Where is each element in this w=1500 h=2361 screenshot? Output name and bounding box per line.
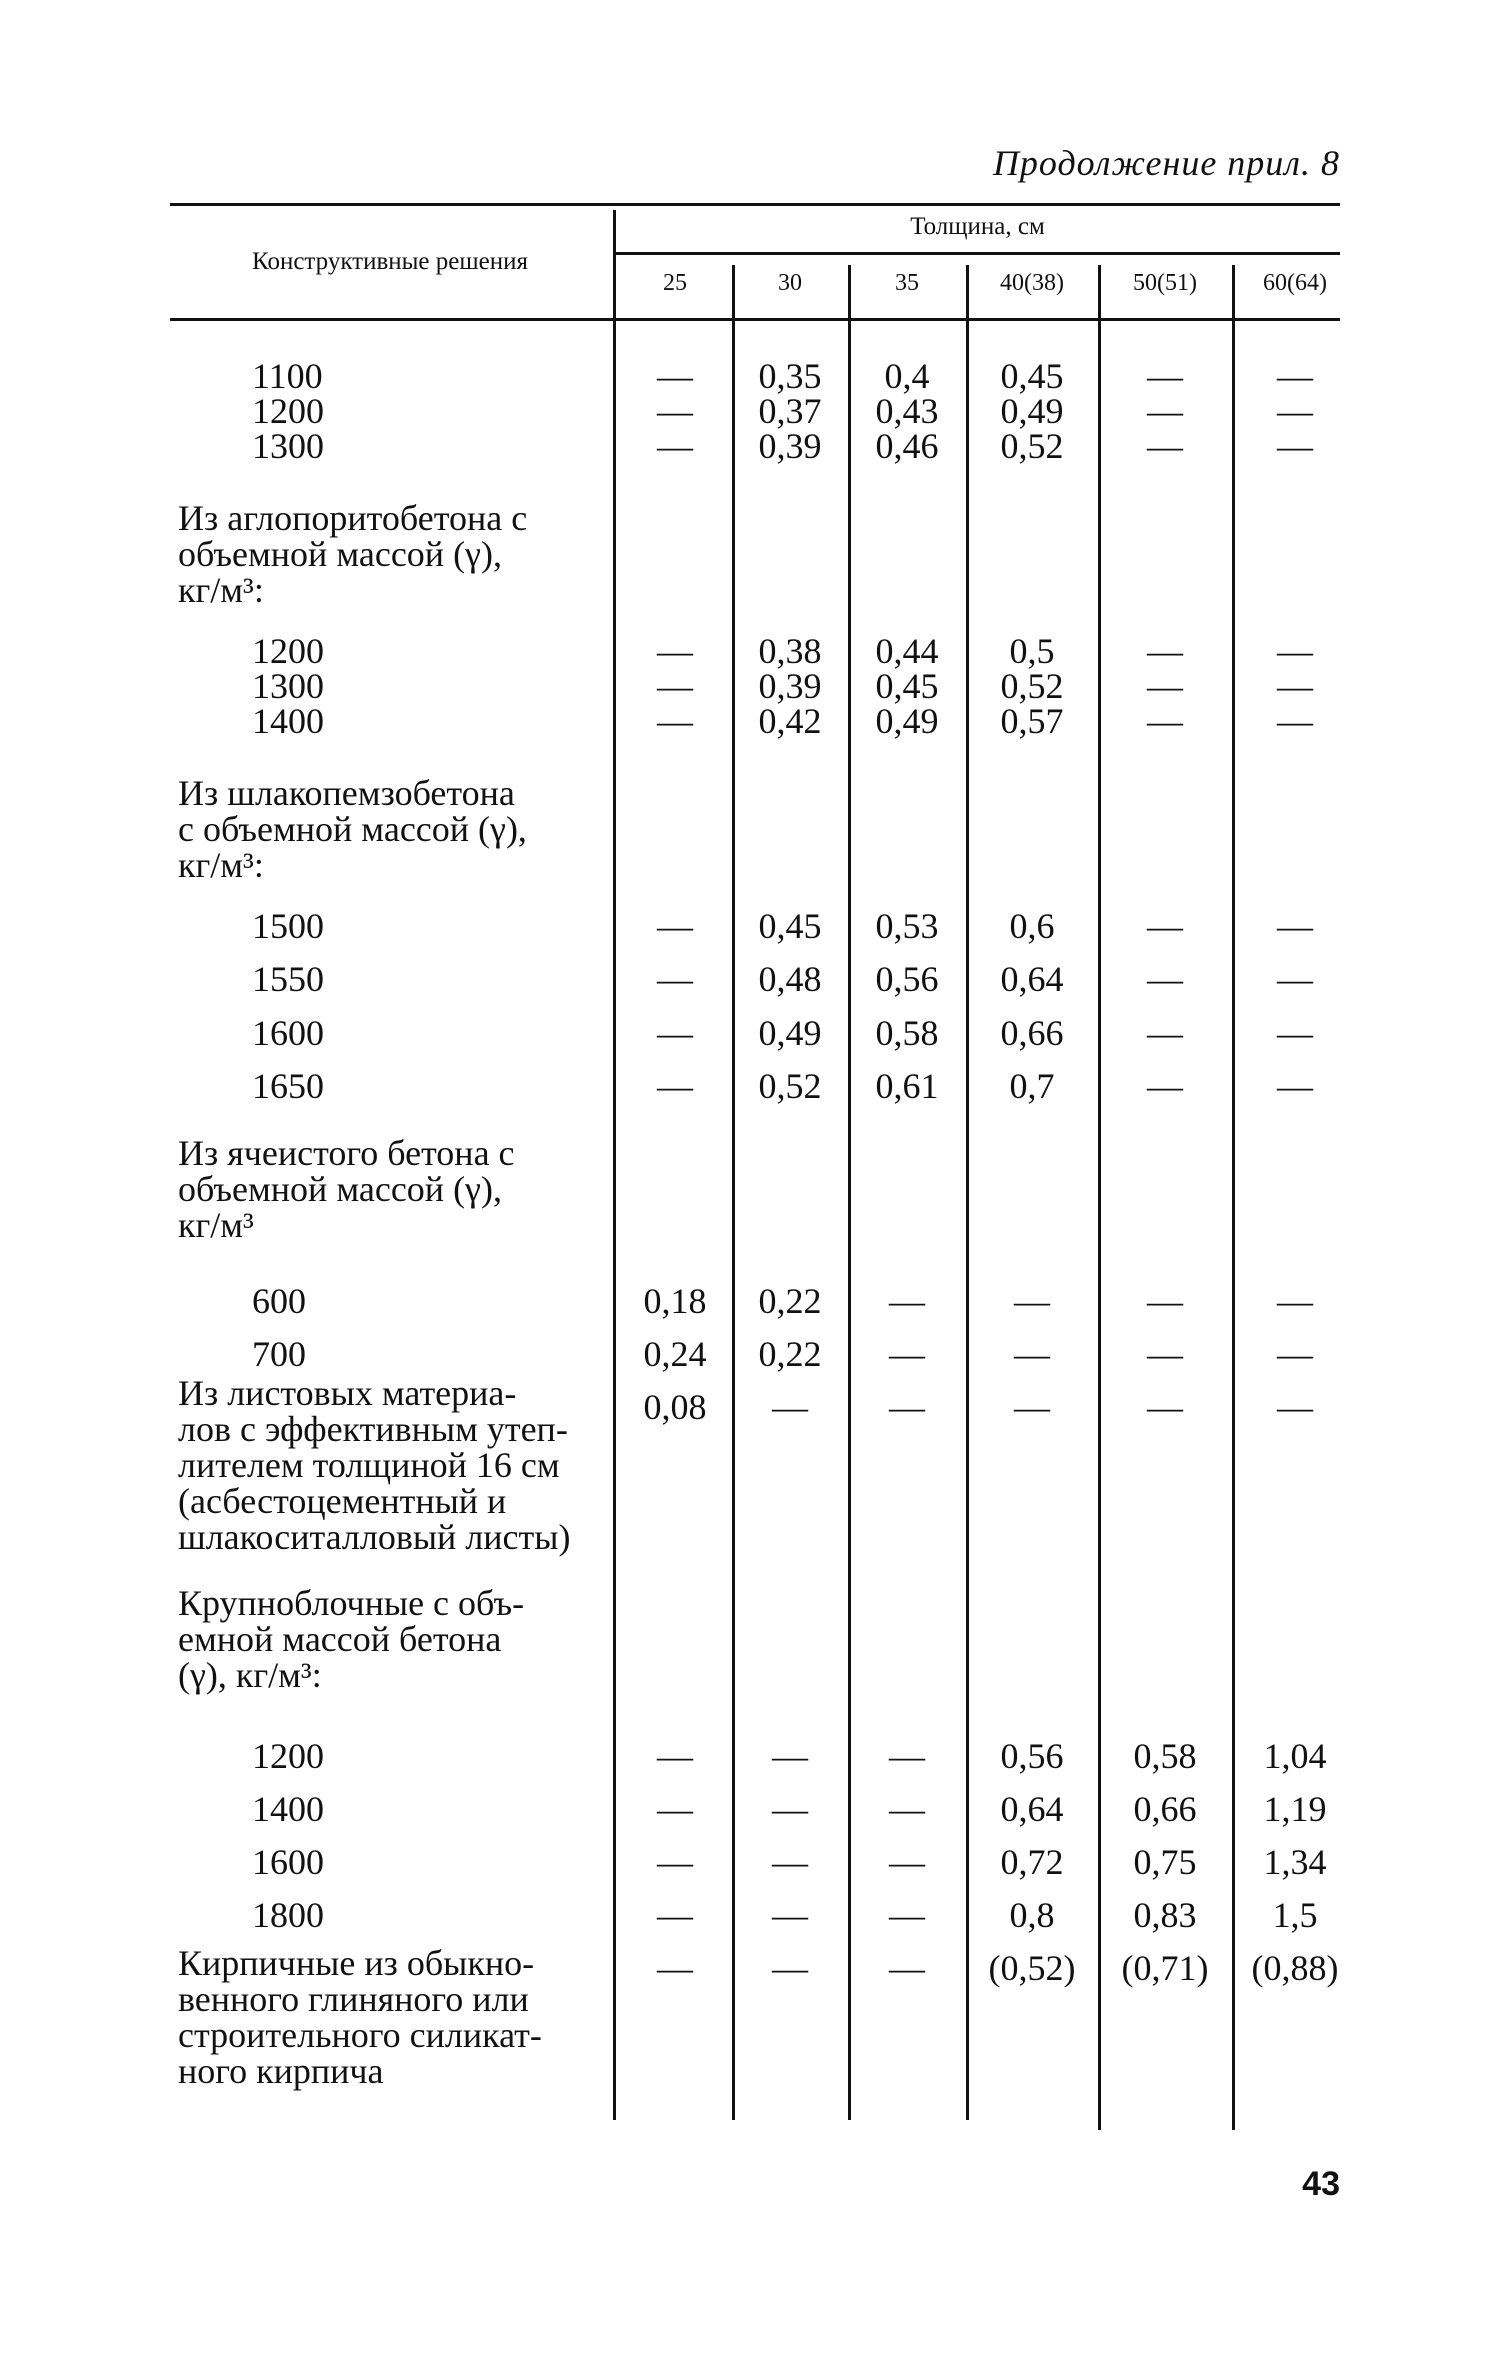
table-cell: — — [1147, 959, 1183, 999]
group-description-line: Крупноблочные с объ- — [178, 1583, 525, 1623]
table-cell: — — [1277, 701, 1313, 741]
table-cell: 0,56 — [1000, 1736, 1064, 1776]
table-cell: 0,37 — [758, 391, 822, 431]
table-cell: (0,52) — [988, 1948, 1076, 1988]
table-cell: 0,24 — [643, 1334, 707, 1374]
column-header: 40(38) — [1000, 270, 1064, 296]
column-divider — [613, 210, 616, 2120]
table-cell: — — [1277, 1281, 1313, 1321]
group-description-line: Из листовых материа- — [178, 1373, 517, 1413]
group-description-line: кг/м³: — [178, 570, 264, 610]
table-cell: 0,08 — [643, 1387, 707, 1427]
table-cell: — — [889, 1948, 925, 1988]
table-cell: 0,52 — [758, 1066, 822, 1106]
table-cell: 0,8 — [1009, 1895, 1055, 1935]
group-description — [178, 775, 598, 883]
table-cell: — — [657, 356, 693, 396]
table-cell: 0,66 — [1133, 1789, 1197, 1829]
table-cell: — — [1147, 426, 1183, 466]
table-cell: 0,56 — [875, 959, 939, 999]
table-cell: 0,75 — [1133, 1842, 1197, 1882]
column-divider — [1232, 265, 1235, 2130]
group-description — [178, 1585, 598, 1693]
table-cell: 0,39 — [758, 666, 822, 706]
table-cell: — — [1014, 1281, 1050, 1321]
group-description-line: кг/м³: — [178, 845, 264, 885]
table-cell: — — [889, 1895, 925, 1935]
table-cell: 0,49 — [875, 701, 939, 741]
table-cell: — — [657, 1736, 693, 1776]
table-cell: — — [889, 1789, 925, 1829]
table-cell: — — [1147, 1066, 1183, 1106]
table-cell: — — [889, 1387, 925, 1427]
group-description — [178, 500, 598, 608]
group-description — [178, 1135, 598, 1243]
table-cell: 0,46 — [875, 426, 939, 466]
group-description — [178, 1945, 598, 2089]
table-caption: Продолжение прил. 8 — [992, 143, 1340, 183]
table-cell: — — [657, 1948, 693, 1988]
table-cell: 1,34 — [1263, 1842, 1327, 1882]
table-cell: 0,42 — [758, 701, 822, 741]
table-cell: 0,43 — [875, 391, 939, 431]
row-label: 1200 — [252, 631, 324, 671]
column-header: 25 — [663, 270, 687, 296]
column-header: 35 — [895, 270, 919, 296]
group-description-line: Кирпичные из обыкно- — [178, 1943, 535, 1983]
table-cell: — — [657, 391, 693, 431]
row-label: 1500 — [252, 906, 324, 946]
table-cell: — — [772, 1387, 808, 1427]
table-cell: — — [1277, 906, 1313, 946]
group-description-line: емной массой бетона — [178, 1619, 502, 1659]
row-label: 1400 — [252, 1789, 324, 1829]
table-cell: — — [1277, 959, 1313, 999]
group-description-line: шлакоситалловый листы) — [178, 1517, 571, 1557]
table-cell: — — [657, 631, 693, 671]
group-description-line: лителем толщиной 16 см — [178, 1445, 560, 1485]
group-description-line: (асбестоцементный и — [178, 1481, 507, 1521]
row-label: 1650 — [252, 1066, 324, 1106]
table-cell: 0,18 — [643, 1281, 707, 1321]
table-cell: — — [1147, 1013, 1183, 1053]
table-cell: — — [1147, 1281, 1183, 1321]
column-header-thickness: Толщина, см — [910, 213, 1045, 240]
table-cell: — — [1277, 426, 1313, 466]
row-label: 1200 — [252, 391, 324, 431]
table-cell: 0,22 — [758, 1334, 822, 1374]
table-cell: — — [889, 1842, 925, 1882]
group-description-line: (γ), кг/м³: — [178, 1655, 322, 1695]
table-cell: 0,49 — [1000, 391, 1064, 431]
table-cell: 0,61 — [875, 1066, 939, 1106]
group-description — [178, 1375, 598, 1555]
table-cell: 0,57 — [1000, 701, 1064, 741]
table-cell: — — [657, 426, 693, 466]
table-cell: 0,39 — [758, 426, 822, 466]
table-cell: — — [1147, 391, 1183, 431]
row-label: 700 — [252, 1334, 306, 1374]
table-cell: — — [657, 1789, 693, 1829]
group-description-line: Из шлакопемзобетона — [178, 773, 515, 813]
table-cell: — — [772, 1789, 808, 1829]
row-label: 1600 — [252, 1842, 324, 1882]
row-label: 1300 — [252, 426, 324, 466]
table-cell: 0,83 — [1133, 1895, 1197, 1935]
table-cell: — — [1277, 356, 1313, 396]
table-cell: — — [772, 1842, 808, 1882]
table-cell: 1,04 — [1263, 1736, 1327, 1776]
table-cell: — — [889, 1334, 925, 1374]
header-subrule — [615, 252, 1340, 255]
table-cell: 0,6 — [1009, 906, 1055, 946]
table-cell: 0,48 — [758, 959, 822, 999]
table-cell: — — [1147, 1387, 1183, 1427]
group-description-line: лов с эффективным утеп- — [178, 1409, 568, 1449]
table-cell: (0,71) — [1121, 1948, 1209, 1988]
table-cell: 0,64 — [1000, 959, 1064, 999]
table-cell: — — [657, 906, 693, 946]
row-label: 1550 — [252, 959, 324, 999]
table-cell: — — [1277, 1013, 1313, 1053]
table-cell: — — [1014, 1334, 1050, 1374]
table-cell: — — [657, 1066, 693, 1106]
table-cell: 0,45 — [758, 906, 822, 946]
row-label: 600 — [252, 1281, 306, 1321]
table-cell: (0,88) — [1251, 1948, 1339, 1988]
table-cell: — — [1277, 1066, 1313, 1106]
column-header-constructions: Конструктивные решения — [252, 248, 528, 275]
row-label: 1100 — [252, 356, 323, 396]
table-cell: 0,52 — [1000, 666, 1064, 706]
column-header: 50(51) — [1133, 270, 1197, 296]
row-label: 1600 — [252, 1013, 324, 1053]
table-cell: 0,49 — [758, 1013, 822, 1053]
table-cell: 0,22 — [758, 1281, 822, 1321]
table-cell: 0,5 — [1009, 631, 1055, 671]
table-cell: — — [1277, 666, 1313, 706]
group-description-line: объемной массой (γ), — [178, 1169, 502, 1209]
table-cell: 0,72 — [1000, 1842, 1064, 1882]
table-cell: 0,4 — [884, 356, 930, 396]
column-header: 30 — [778, 270, 802, 296]
table-cell: 0,38 — [758, 631, 822, 671]
group-description-line: ного кирпича — [178, 2051, 384, 2091]
table-cell: — — [1277, 1387, 1313, 1427]
table-cell: 0,58 — [1133, 1736, 1197, 1776]
header-bottom-rule — [170, 318, 1340, 321]
table-cell: 0,7 — [1009, 1066, 1055, 1106]
table-cell: 0,52 — [1000, 426, 1064, 466]
group-description-line: кг/м³ — [178, 1205, 254, 1245]
table-cell: — — [772, 1895, 808, 1935]
row-label: 1200 — [252, 1736, 324, 1776]
group-description-line: Из аглопоритобетона с — [178, 498, 528, 538]
table-cell: — — [1147, 631, 1183, 671]
page-number: 43 — [1302, 2165, 1340, 2203]
group-description-line: с объемной массой (γ), — [178, 809, 527, 849]
row-label: 1800 — [252, 1895, 324, 1935]
table-cell: 1,5 — [1272, 1895, 1318, 1935]
table-cell: — — [1277, 391, 1313, 431]
table-cell: — — [1014, 1387, 1050, 1427]
table-cell: — — [657, 666, 693, 706]
table-cell: — — [889, 1281, 925, 1321]
group-description-line: объемной массой (γ), — [178, 534, 502, 574]
table-cell: — — [657, 1895, 693, 1935]
table-cell: — — [772, 1948, 808, 1988]
table-cell: 0,64 — [1000, 1789, 1064, 1829]
table-cell: — — [657, 701, 693, 741]
table-cell: — — [657, 959, 693, 999]
row-label: 1300 — [252, 666, 324, 706]
table-cell: — — [1147, 906, 1183, 946]
table-cell: 1,19 — [1263, 1789, 1327, 1829]
table-cell: 0,53 — [875, 906, 939, 946]
table-cell: 0,35 — [758, 356, 822, 396]
group-description-line: строительного силикат- — [178, 2015, 542, 2055]
table-cell: — — [772, 1736, 808, 1776]
table-cell: — — [1147, 666, 1183, 706]
table-cell: 0,44 — [875, 631, 939, 671]
table-cell: — — [1147, 356, 1183, 396]
table-cell: — — [1277, 1334, 1313, 1374]
table-cell: — — [657, 1842, 693, 1882]
table-cell: 0,45 — [875, 666, 939, 706]
column-header: 60(64) — [1263, 270, 1327, 296]
row-label: 1400 — [252, 701, 324, 741]
group-description-line: венного глиняного или — [178, 1979, 529, 2019]
table-cell: — — [1147, 701, 1183, 741]
table-cell: — — [889, 1736, 925, 1776]
table-cell: 0,58 — [875, 1013, 939, 1053]
group-description-line: Из ячеистого бетона с — [178, 1133, 515, 1173]
table-cell: — — [657, 1013, 693, 1053]
table-cell: — — [1147, 1334, 1183, 1374]
table-top-rule — [170, 203, 1340, 206]
table-cell: 0,66 — [1000, 1013, 1064, 1053]
table-cell: — — [1277, 631, 1313, 671]
table-cell: 0,45 — [1000, 356, 1064, 396]
